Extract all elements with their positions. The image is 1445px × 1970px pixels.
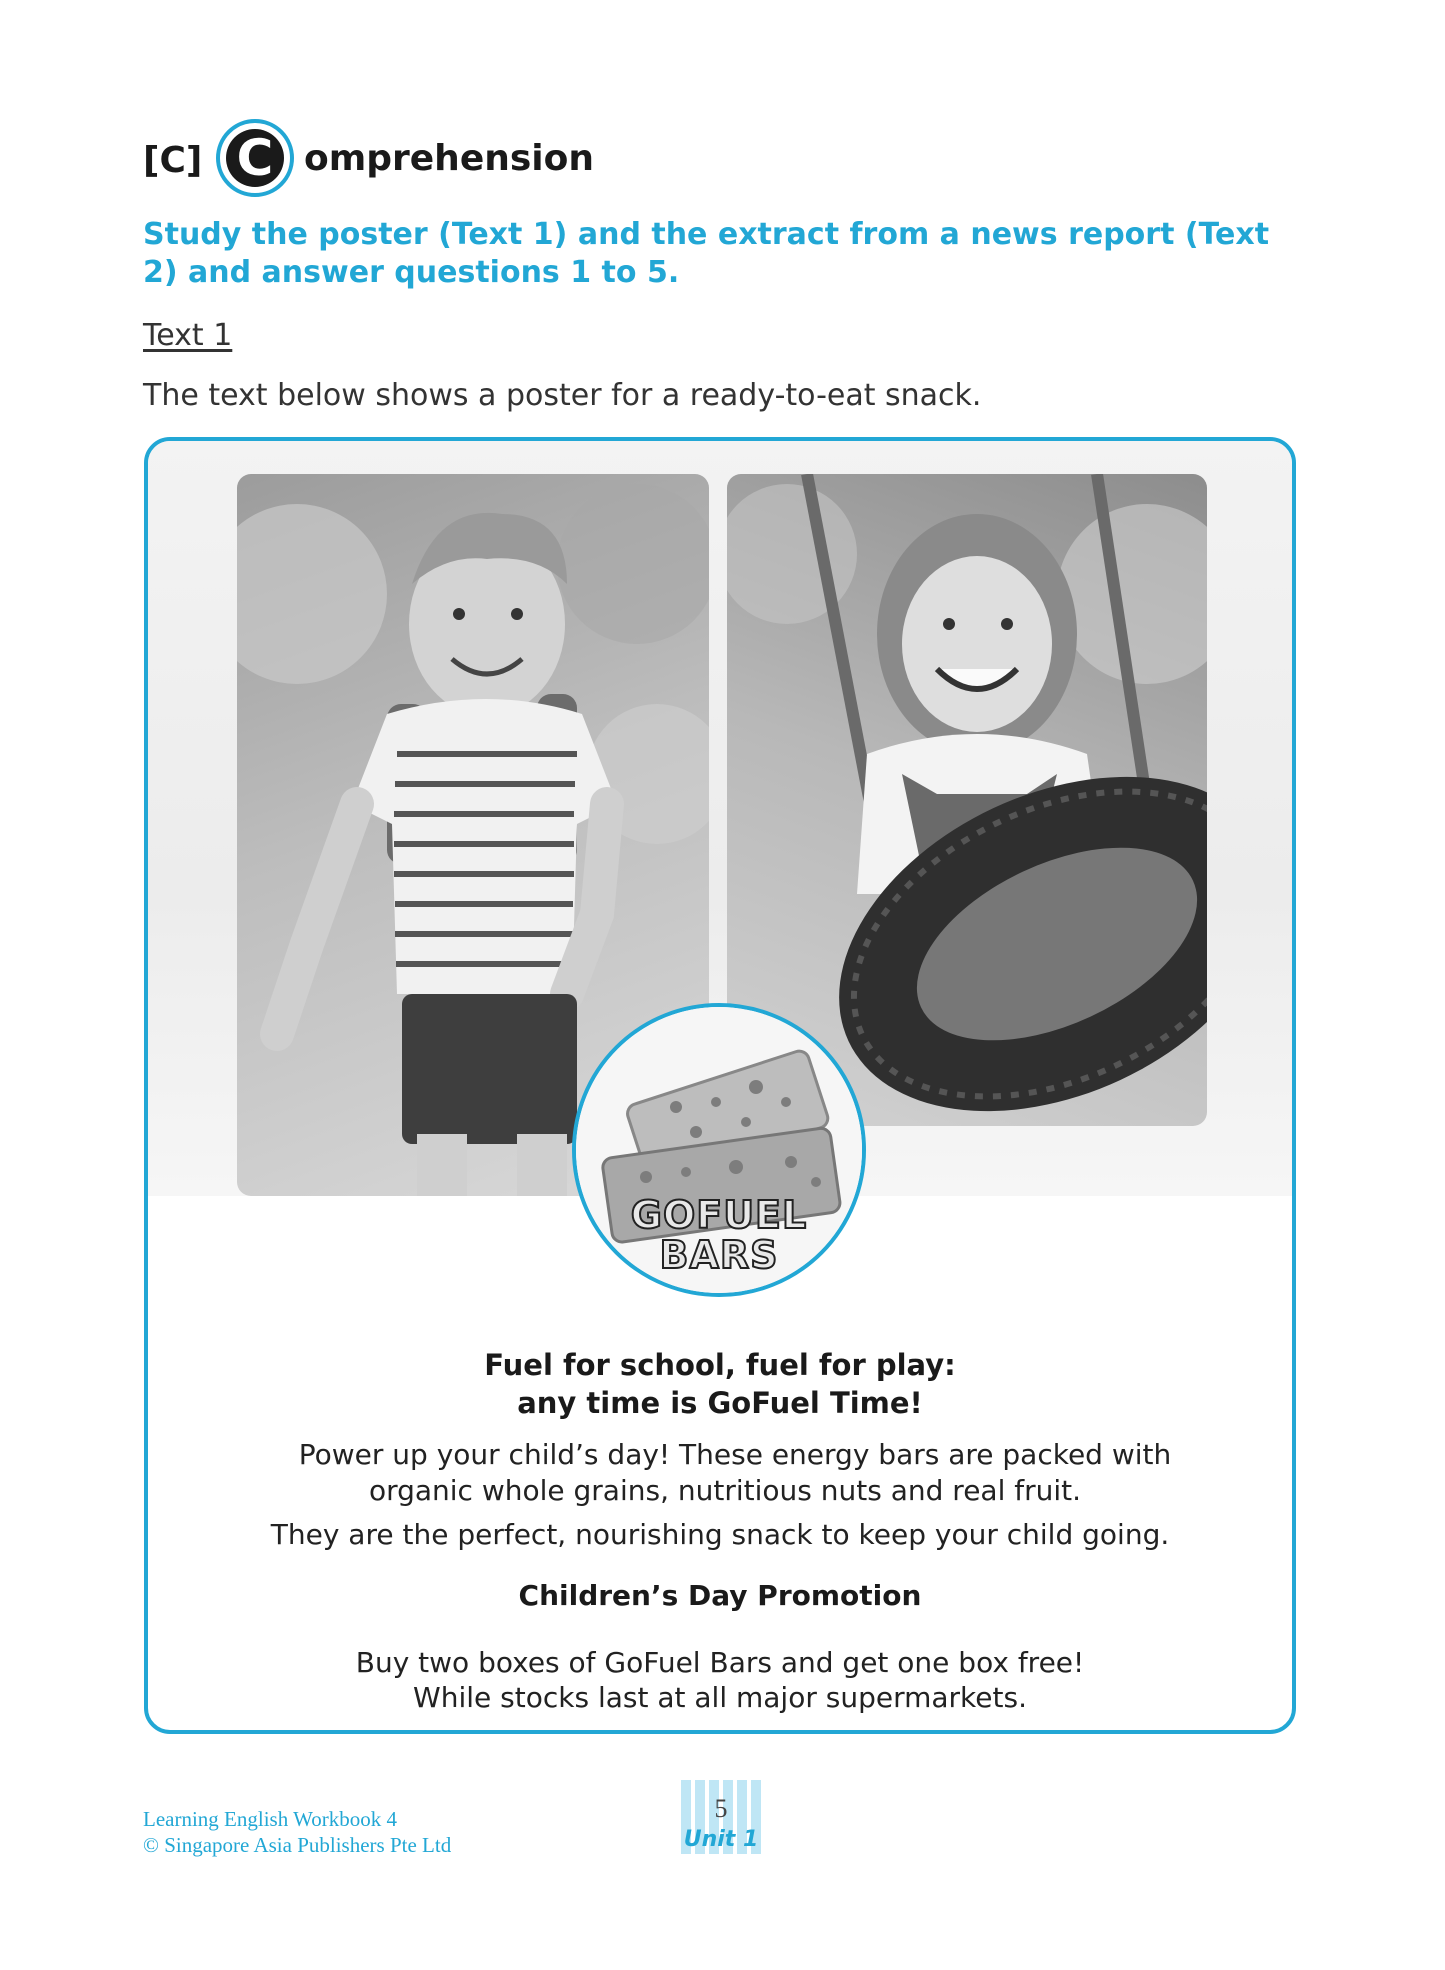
instruction-text: Study the poster (Text 1) and the extract from a news report (Text 2) and answer questions 1 to 5. xyxy=(143,217,1270,290)
poster-frame xyxy=(144,437,1296,1734)
tagline-line2: any time is GoFuel Time! xyxy=(517,1386,923,1420)
product-logo-line1: GOFUEL xyxy=(630,1193,808,1237)
text-label: Text 1 xyxy=(143,318,233,353)
comprehension-badge-icon xyxy=(216,119,294,197)
copyright: © Singapore Asia Publishers Pte Ltd xyxy=(143,1833,452,1857)
book-title: Learning English Workbook 4 xyxy=(143,1807,397,1831)
intro-text: The text below shows a poster for a ready-to-eat snack. xyxy=(143,378,982,413)
product-logo-line2: BARS xyxy=(659,1233,779,1277)
poster-body-line1: Power up your child’s day! These energy bars are packed with xyxy=(298,1438,1172,1471)
promo-title: Children’s Day Promotion xyxy=(518,1579,922,1612)
unit-label: Unit 1 xyxy=(683,1827,759,1852)
promo-line2: While stocks last at all major supermarkets. xyxy=(413,1681,1027,1714)
section-tag: [C] xyxy=(143,140,203,181)
promo-line1: Buy two boxes of GoFuel Bars and get one box free! xyxy=(355,1646,1085,1679)
tagline-line1: Fuel for school, fuel for play: xyxy=(484,1348,956,1382)
product-image-circle xyxy=(572,1003,866,1297)
section-heading: omprehension xyxy=(304,138,594,179)
badge-letter: C xyxy=(226,129,284,187)
poster-body-line3: They are the perfect, nourishing snack to keep your child going. xyxy=(270,1518,1170,1551)
poster-body-line2: organic whole grains, nutritious nuts and real fruit. xyxy=(368,1474,1082,1507)
poster-tagline xyxy=(148,1346,1292,1422)
footer-credits xyxy=(143,1806,451,1858)
page-number: 5 xyxy=(714,1794,728,1823)
